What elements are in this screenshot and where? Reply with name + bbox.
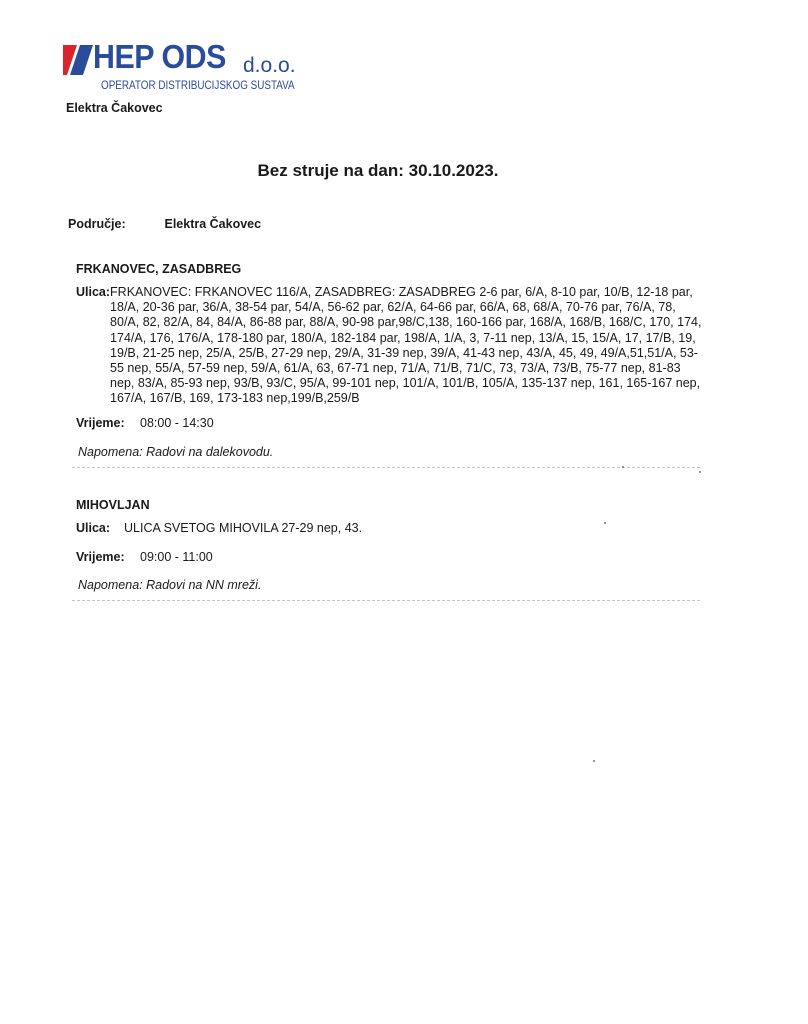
streets-label: Ulica: <box>76 521 111 535</box>
streets-row <box>76 521 702 536</box>
time-row <box>76 416 702 431</box>
page-title: Bez struje na dan: 30.10.2023. <box>257 161 499 180</box>
outage-entry <box>72 498 702 601</box>
divider <box>72 600 700 601</box>
time-label: Vrijeme: <box>76 550 125 565</box>
outage-location: FRKANOVEC, ZASADBREG <box>76 262 242 276</box>
time-value: 08:00 - 14:30 <box>140 415 214 430</box>
outage-note: Napomena: Radovi na dalekovodu. <box>78 444 274 459</box>
outage-location: MIHOVLJAN <box>76 498 150 512</box>
scan-speck <box>604 522 606 524</box>
time-value: 09:00 - 11:00 <box>140 550 213 565</box>
company-logo <box>63 38 313 100</box>
outage-note: Napomena: Radovi na NN mreži. <box>78 578 262 593</box>
area-label: Područje: <box>68 217 126 231</box>
area-value: Elektra Čakovec <box>164 217 262 231</box>
streets-label: Ulica: <box>76 285 111 299</box>
outage-entry <box>72 262 702 468</box>
lightning-logo-icon <box>63 45 93 75</box>
logo-suffix: d.o.o. <box>243 54 296 77</box>
streets-value: FRKANOVEC: FRKANOVEC 116/A, ZASADBREG: ZASADBREG 2-6 par, 6/A, 8-10 par, 10/B, 12-18 par, 18/A, 20-36 par, 36/A, 38-54 par, 54/A, 56-62 par, 62/A, 64-66 par, 66/A, 68, 68/A, 70-76 par, 76/A, 78, 80/A, 82, 82/A, 84, 84/A, 86-88 par, 88/A, 90-98 par,98/C,138, 160-166 par, 168/A, 168/B, 168/C, 170, 174, 174/A, 176, 176/A, 178-180 par, 180/A, 182-184 par, 198/A, 1/A, 3, 7-11 nep, 13/A, 15, 15/A, 17, 17/B, 19, 19/B, 21-25 nep, 25/A, 25/B, 27-29 nep, 29/A, 31-39 nep, 39/A, 41-43 nep, 43/A, 45, 49, 49/A,51,51/A, 53-55 nep, 55/A, 57-59 nep, 59/A, 61/A, 63, 67-71 nep, 71/A, 71/B, 71/C, 73, 73/A, 73/B, 75-77 nep, 81-83 nep, 83/A, 85-93 nep, 93/B, 93/C, 95/A, 99-101 nep, 101/A, 101/B, 105/A, 135-137 nep, 161, 165-167 nep, 167/A, 167/B, 169, 173-183 nep,199/B,259/B <box>110 285 702 406</box>
scan-speck <box>622 466 624 468</box>
streets-row <box>76 285 702 407</box>
logo-tagline: OPERATOR DISTRIBUCIJSKOG SUSTAVA <box>101 80 295 92</box>
scan-speck <box>699 471 701 473</box>
streets-value: ULICA SVETOG MIHOVILA 27-29 nep, 43. <box>124 521 363 535</box>
area-row <box>68 217 261 231</box>
scan-speck <box>593 760 595 762</box>
logo-name: HEP ODS <box>93 38 226 75</box>
divider <box>72 467 700 468</box>
time-row <box>76 550 702 565</box>
branch-name: Elektra Čakovec <box>66 101 163 115</box>
time-label: Vrijeme: <box>76 415 125 430</box>
